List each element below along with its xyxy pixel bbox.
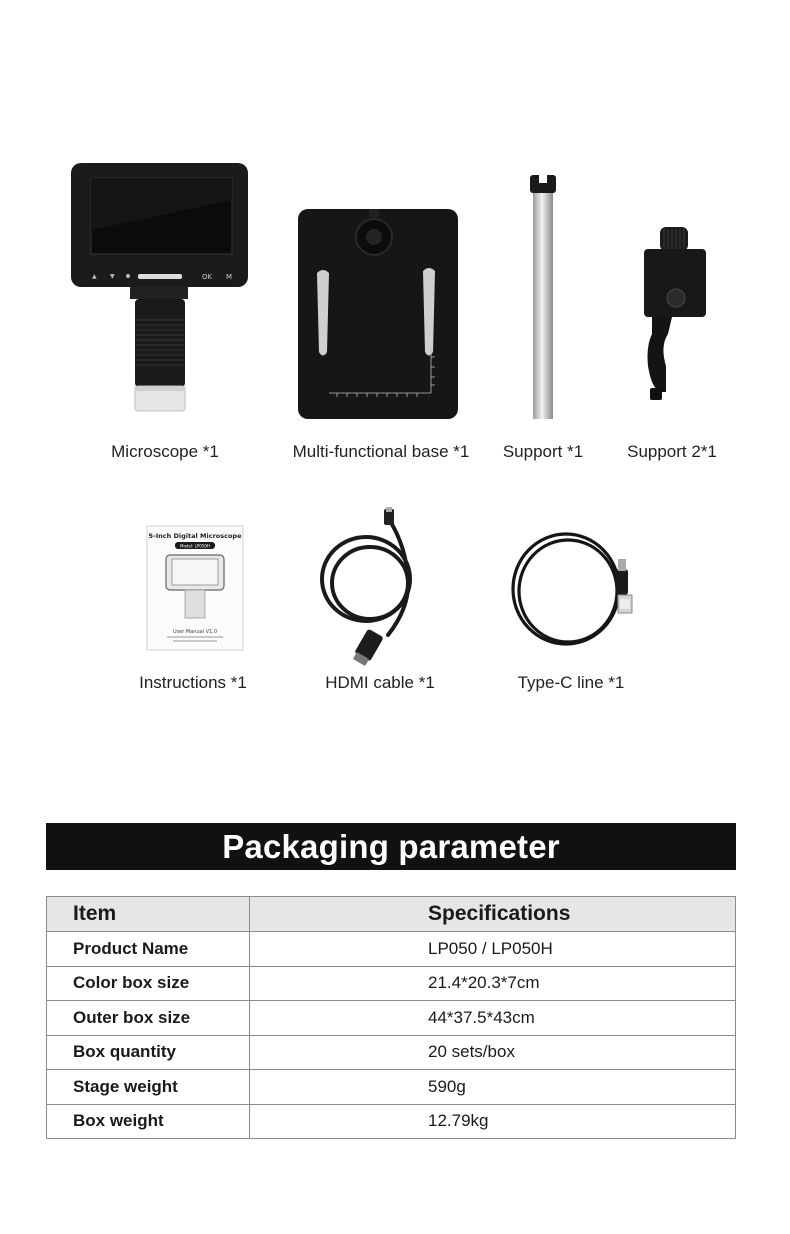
manual-icon	[145, 525, 245, 652]
table-row	[47, 1035, 736, 1070]
header-item: Item	[47, 897, 250, 932]
caption-support: Support *1	[502, 442, 584, 461]
row-label: Stage weight	[47, 1070, 250, 1105]
row-value: 44*37.5*43cm	[250, 1001, 736, 1036]
table-row	[47, 1001, 736, 1036]
microscope-image	[70, 160, 250, 415]
svg-text:▲: ▲	[92, 273, 97, 280]
base-icon	[297, 207, 459, 421]
row-value: 590g	[250, 1070, 736, 1105]
manual-image	[145, 525, 245, 652]
typec-cable-icon	[510, 531, 638, 651]
caption-microscope: Microscope *1	[111, 442, 219, 461]
row-label: Outer box size	[47, 1001, 250, 1036]
row-value: 21.4*20.3*7cm	[250, 966, 736, 1001]
hdmi-cable-image	[318, 507, 423, 672]
manual-model: Model: LP050H	[180, 543, 210, 549]
microscope-icon	[70, 160, 250, 415]
row-value: 12.79kg	[250, 1104, 736, 1139]
support-clamp-icon	[638, 226, 708, 402]
row-label: Product Name	[47, 932, 250, 967]
hdmi-cable-icon	[318, 507, 423, 672]
table-row	[47, 1070, 736, 1105]
table-row	[47, 1104, 736, 1139]
caption-instructions: Instructions *1	[139, 673, 247, 692]
table-row	[47, 932, 736, 967]
row-label: Box quantity	[47, 1035, 250, 1070]
base-image	[297, 207, 459, 421]
manual-title: 5-Inch Digital Microscope	[148, 532, 242, 540]
svg-text:▼: ▼	[110, 273, 115, 280]
caption-base: Multi-functional base *1	[292, 442, 470, 461]
microscope-ok-label: OK	[202, 273, 213, 281]
section-title: Packaging parameter	[46, 823, 736, 870]
row-label: Color box size	[47, 966, 250, 1001]
microscope-m-label: M	[226, 273, 233, 281]
row-value: 20 sets/box	[250, 1035, 736, 1070]
row-label: Box weight	[47, 1104, 250, 1139]
header-specifications: Specifications	[250, 897, 736, 932]
caption-hdmi: HDMI cable *1	[325, 673, 435, 692]
caption-support2: Support 2*1	[627, 442, 717, 461]
table-row	[47, 966, 736, 1001]
support-rod-image	[526, 173, 560, 421]
manual-footer: User Manual V1.0	[172, 629, 218, 635]
caption-typec: Type-C line *1	[517, 673, 625, 692]
table-header-row	[47, 897, 736, 932]
row-value: LP050 / LP050H	[250, 932, 736, 967]
spec-table	[46, 896, 736, 1139]
support-rod-icon	[526, 173, 560, 421]
typec-cable-image	[510, 531, 638, 651]
support-clamp-image	[638, 226, 708, 402]
